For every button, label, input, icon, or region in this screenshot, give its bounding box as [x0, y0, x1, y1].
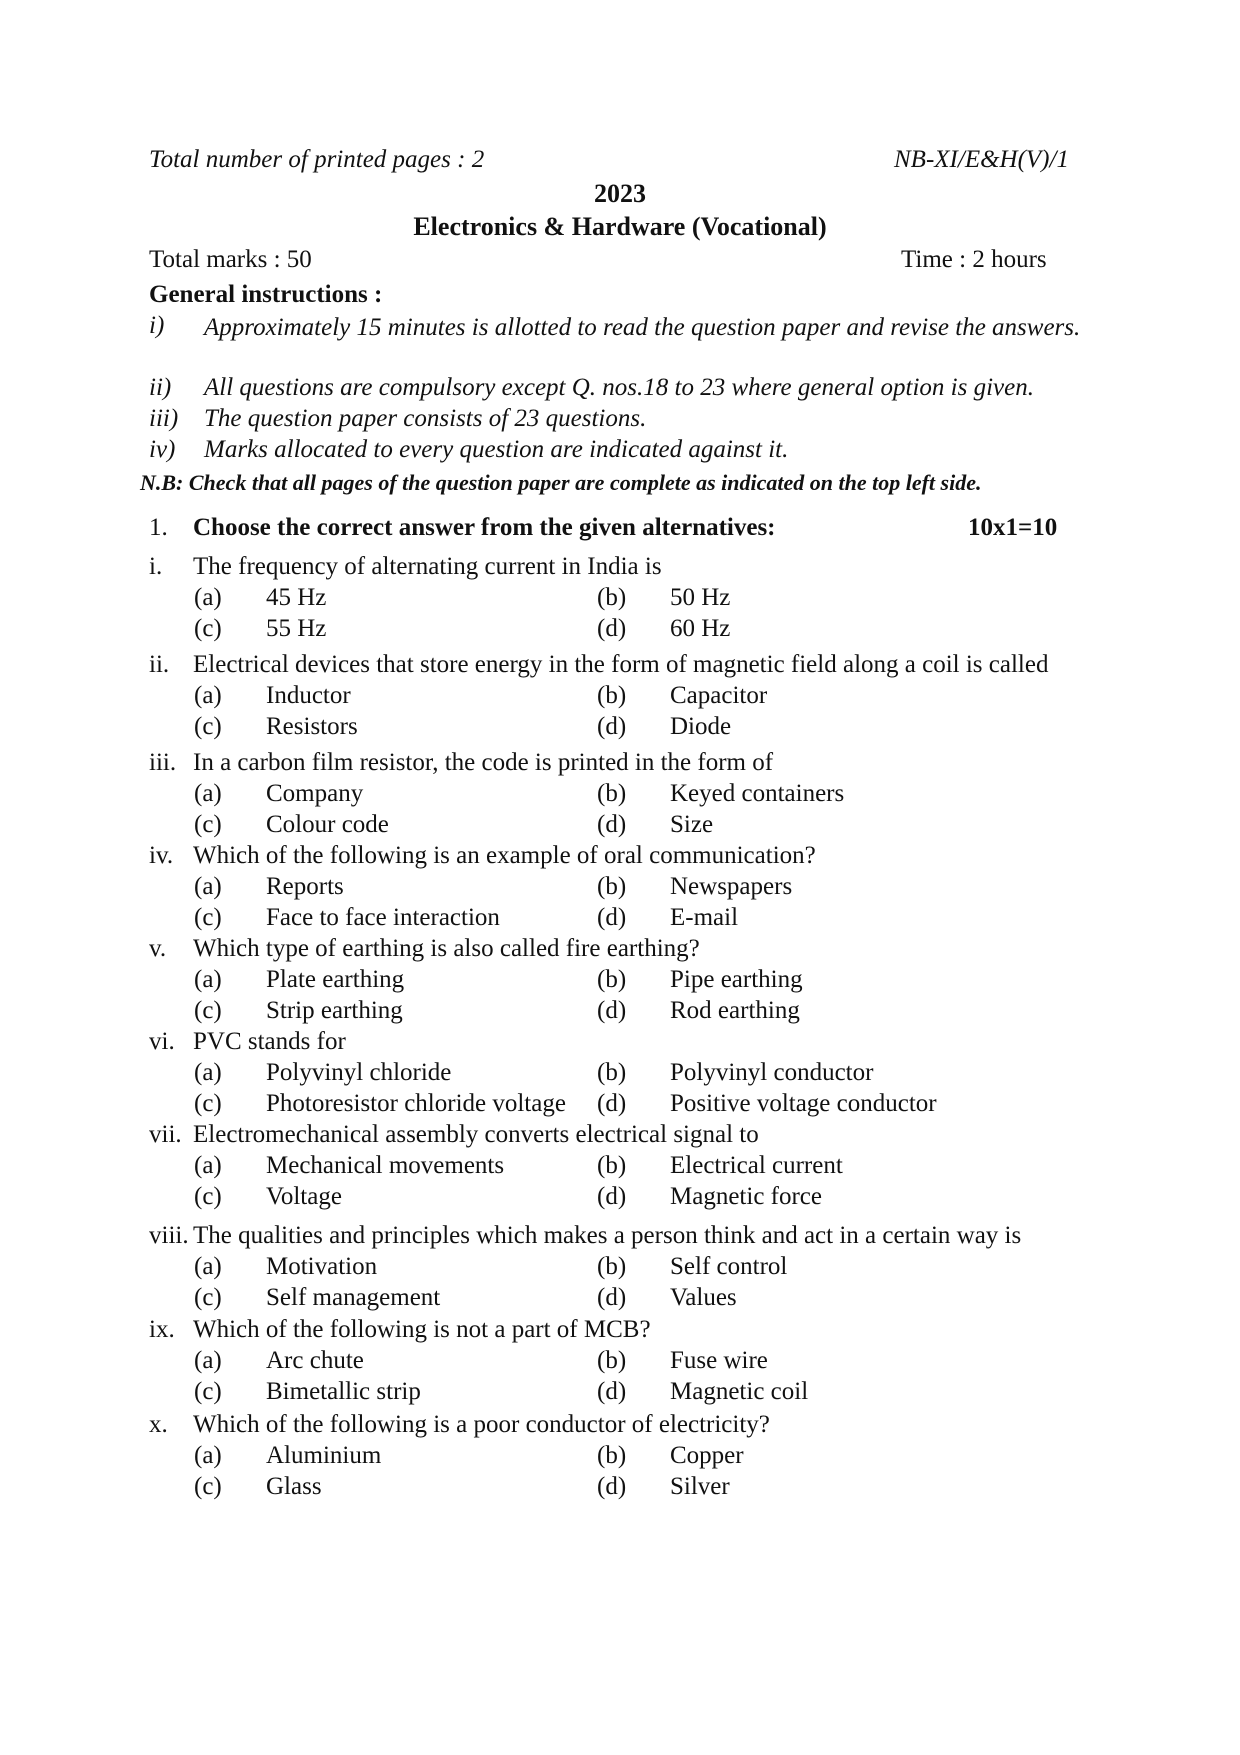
- mcq-option-letter: (d): [597, 615, 627, 642]
- mcq-option-text: Electrical current: [670, 1152, 843, 1179]
- mcq-item-number: iv.: [149, 842, 174, 869]
- mcq-item-number: v.: [149, 935, 167, 962]
- mcq-option-letter: (c): [194, 1090, 222, 1117]
- mcq-option-text: Self control: [670, 1253, 788, 1280]
- mcq-option-text: Colour code: [266, 811, 389, 838]
- mcq-option-text: Company: [266, 780, 364, 807]
- mcq-item-number: vii.: [149, 1121, 182, 1148]
- mcq-option-text: Capacitor: [670, 682, 768, 709]
- mcq-option-letter: (d): [597, 997, 627, 1024]
- mcq-option-text: 60 Hz: [670, 615, 731, 642]
- mcq-option-letter: (a): [194, 1253, 222, 1280]
- mcq-question-text: The qualities and principles which makes a person think and act in a certain way is: [193, 1222, 1022, 1249]
- mcq-item-number: iii.: [149, 749, 177, 776]
- mcq-option-text: Copper: [670, 1442, 744, 1469]
- mcq-question-text: PVC stands for: [193, 1028, 346, 1055]
- mcq-option-letter: (a): [194, 780, 222, 807]
- mcq-option-text: Motivation: [266, 1253, 378, 1280]
- mcq-option-text: 50 Hz: [670, 584, 731, 611]
- mcq-option-letter: (d): [597, 1378, 627, 1405]
- mcq-option-letter: (a): [194, 682, 222, 709]
- mcq-option-text: 45 Hz: [266, 584, 327, 611]
- mcq-option-letter: (d): [597, 713, 627, 740]
- mcq-option-letter: (b): [597, 1059, 627, 1086]
- mcq-option-text: Values: [670, 1284, 737, 1311]
- mcq-option-text: Rod earthing: [670, 997, 800, 1024]
- total-marks: Total marks : 50: [149, 246, 312, 273]
- mcq-option-text: Newspapers: [670, 873, 793, 900]
- mcq-option-text: Self management: [266, 1284, 441, 1311]
- mcq-option-text: Aluminium: [266, 1442, 382, 1469]
- mcq-option-letter: (b): [597, 682, 627, 709]
- mcq-question-text: Which of the following is not a part of MCB?: [193, 1316, 651, 1343]
- mcq-question-text: Which of the following is a poor conductor of electricity?: [193, 1411, 770, 1438]
- mcq-option-text: Inductor: [266, 682, 351, 709]
- mcq-option-text: Magnetic coil: [670, 1378, 809, 1405]
- question-number: 1.: [149, 514, 168, 541]
- instruction-number: iii): [149, 405, 179, 432]
- time-allowed: Time : 2 hours: [901, 246, 1047, 273]
- mcq-item-number: ix.: [149, 1316, 175, 1343]
- subject-title: Electronics & Hardware (Vocational): [413, 212, 827, 241]
- mcq-option-text: 55 Hz: [266, 615, 327, 642]
- mcq-option-letter: (a): [194, 1442, 222, 1469]
- mcq-option-letter: (b): [597, 1442, 627, 1469]
- mcq-option-letter: (a): [194, 1152, 222, 1179]
- mcq-option-text: Photoresistor chloride voltage: [266, 1090, 566, 1117]
- nb-note: N.B: Check that all pages of the question paper are complete as indicated on the top left side.: [140, 470, 982, 495]
- mcq-question-text: The frequency of alternating current in India is: [193, 553, 662, 580]
- mcq-option-text: Arc chute: [266, 1347, 364, 1374]
- instruction-text: The question paper consists of 23 questions.: [204, 405, 647, 432]
- mcq-question-text: Which of the following is an example of oral communication?: [193, 842, 816, 869]
- mcq-option-letter: (b): [597, 780, 627, 807]
- instruction-text: All questions are compulsory except Q. nos.18 to 23 where general option is given.: [204, 374, 1034, 401]
- mcq-option-text: Polyvinyl chloride: [266, 1059, 452, 1086]
- mcq-option-letter: (c): [194, 713, 222, 740]
- mcq-option-letter: (a): [194, 1059, 222, 1086]
- mcq-option-letter: (c): [194, 997, 222, 1024]
- mcq-option-text: Polyvinyl conductor: [670, 1059, 874, 1086]
- mcq-option-text: Plate earthing: [266, 966, 405, 993]
- mcq-option-text: Voltage: [266, 1183, 342, 1210]
- mcq-option-text: Mechanical movements: [266, 1152, 505, 1179]
- mcq-option-letter: (b): [597, 584, 627, 611]
- mcq-option-text: Diode: [670, 713, 732, 740]
- mcq-option-letter: (c): [194, 811, 222, 838]
- mcq-option-letter: (a): [194, 1347, 222, 1374]
- mcq-option-letter: (c): [194, 904, 222, 931]
- paper-code: NB-XI/E&H(V)/1: [894, 146, 1069, 173]
- mcq-option-text: Magnetic force: [670, 1183, 823, 1210]
- mcq-item-number: x.: [149, 1411, 168, 1438]
- mcq-option-text: Reports: [266, 873, 344, 900]
- mcq-option-letter: (d): [597, 1090, 627, 1117]
- instruction-text: Marks allocated to every question are indicated against it.: [204, 436, 789, 463]
- mcq-option-text: Positive voltage conductor: [670, 1090, 937, 1117]
- instructions-heading: General instructions :: [149, 281, 383, 308]
- instruction-number: ii): [149, 374, 172, 401]
- mcq-option-letter: (d): [597, 811, 627, 838]
- mcq-option-letter: (a): [194, 584, 222, 611]
- mcq-option-letter: (a): [194, 873, 222, 900]
- exam-year: 2023: [594, 179, 646, 208]
- instruction-number: iv): [149, 436, 176, 463]
- mcq-question-text: Electrical devices that store energy in the form of magnetic field along a coil is called: [193, 651, 1049, 678]
- mcq-option-text: Glass: [266, 1473, 322, 1500]
- mcq-option-letter: (d): [597, 904, 627, 931]
- mcq-item-number: i.: [149, 553, 163, 580]
- mcq-option-letter: (d): [597, 1183, 627, 1210]
- mcq-option-letter: (b): [597, 1152, 627, 1179]
- mcq-option-text: Resistors: [266, 713, 358, 740]
- mcq-option-letter: (a): [194, 966, 222, 993]
- mcq-item-number: viii.: [149, 1222, 189, 1249]
- question-title: Choose the correct answer from the given alternatives:: [193, 514, 776, 541]
- mcq-item-number: ii.: [149, 651, 170, 678]
- instruction-text: Approximately 15 minutes is allotted to read the question paper and revise the answers.: [204, 314, 1081, 341]
- mcq-option-text: Pipe earthing: [670, 966, 803, 993]
- mcq-option-letter: (d): [597, 1284, 627, 1311]
- mcq-option-text: Fuse wire: [670, 1347, 768, 1374]
- mcq-option-letter: (b): [597, 1347, 627, 1374]
- mcq-option-letter: (c): [194, 1473, 222, 1500]
- mcq-option-letter: (b): [597, 1253, 627, 1280]
- instruction-number: i): [149, 312, 165, 339]
- printed-pages-note: Total number of printed pages : 2: [149, 146, 485, 173]
- mcq-option-text: Silver: [670, 1473, 730, 1500]
- mcq-option-text: Size: [670, 811, 714, 838]
- question-marks: 10x1=10: [968, 514, 1058, 541]
- mcq-option-letter: (b): [597, 873, 627, 900]
- mcq-option-letter: (c): [194, 615, 222, 642]
- mcq-option-letter: (c): [194, 1378, 222, 1405]
- mcq-option-letter: (c): [194, 1284, 222, 1311]
- mcq-option-text: Bimetallic strip: [266, 1378, 421, 1405]
- mcq-option-text: Face to face interaction: [266, 904, 500, 931]
- mcq-question-text: Electromechanical assembly converts electrical signal to: [193, 1121, 759, 1148]
- mcq-item-number: vi.: [149, 1028, 175, 1055]
- mcq-option-text: Keyed containers: [670, 780, 845, 807]
- mcq-option-letter: (d): [597, 1473, 627, 1500]
- mcq-question-text: In a carbon film resistor, the code is printed in the form of: [193, 749, 774, 776]
- mcq-option-letter: (b): [597, 966, 627, 993]
- mcq-question-text: Which type of earthing is also called fire earthing?: [193, 935, 700, 962]
- mcq-option-letter: (c): [194, 1183, 222, 1210]
- mcq-option-text: Strip earthing: [266, 997, 403, 1024]
- mcq-option-text: E-mail: [670, 904, 739, 931]
